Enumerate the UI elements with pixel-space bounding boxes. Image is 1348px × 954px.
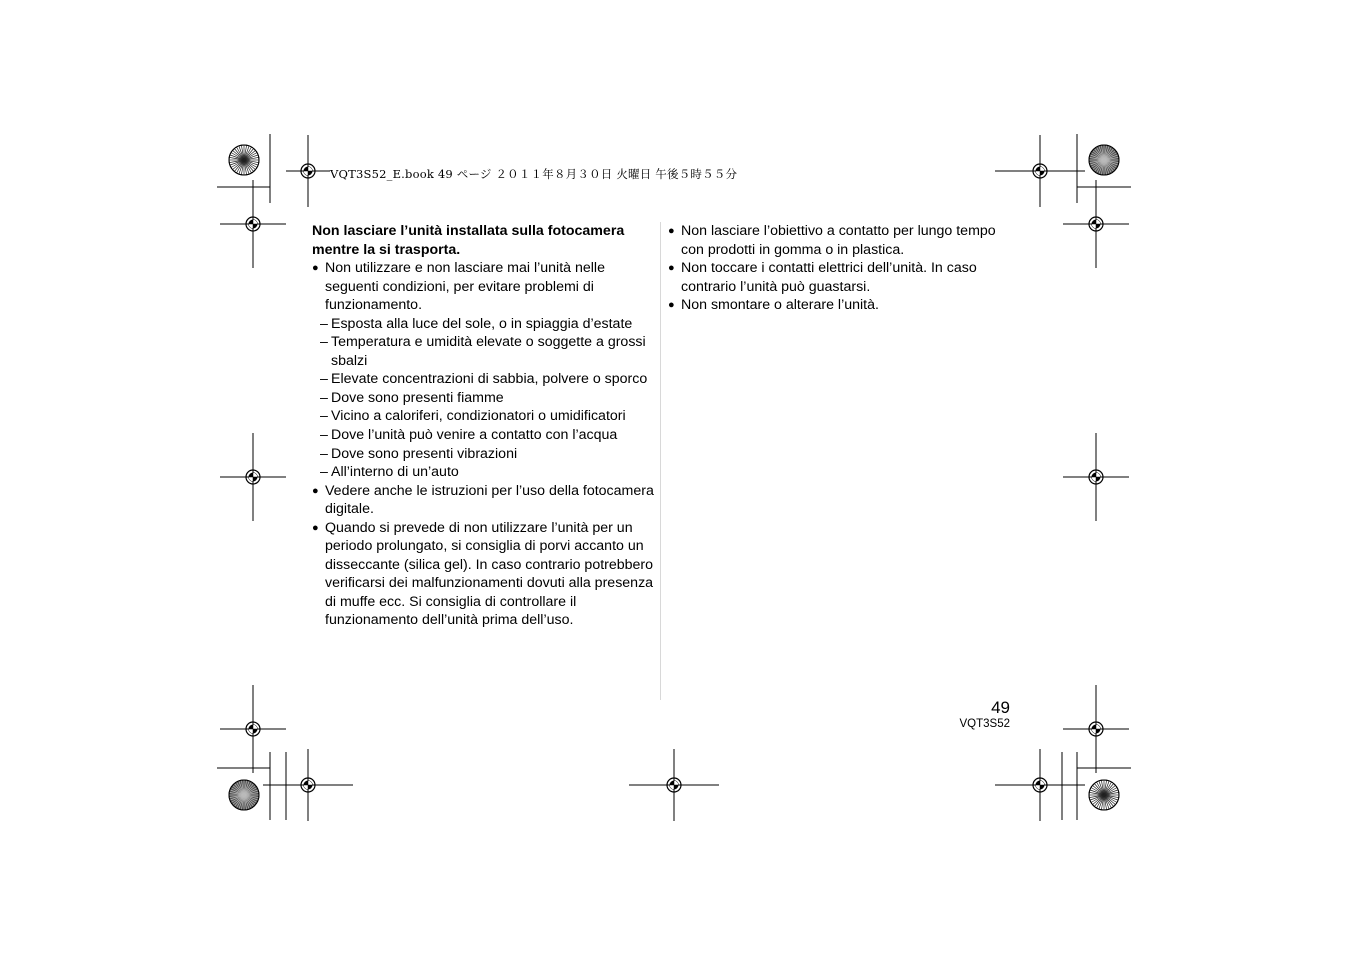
target-quadrant: [1096, 220, 1101, 225]
bullet-text: Vedere anche le istruzioni per l’uso della fotocamera digitale.: [325, 482, 654, 518]
target-quadrant: [253, 725, 258, 730]
bullet-icon: ●: [312, 521, 319, 534]
target-quadrant: [304, 781, 309, 786]
target-quadrant: [304, 167, 309, 172]
page-number: 49: [991, 698, 1010, 717]
left-column: [312, 222, 657, 630]
target-quadrant: [1092, 725, 1097, 730]
target-quadrant: [304, 785, 309, 790]
bullet-item: [668, 296, 1013, 315]
target-quadrant: [308, 785, 313, 790]
right-column: [668, 222, 1013, 315]
bullet-item: [312, 519, 657, 630]
book-header-info: VQT3S52_E.book 49 ページ ２０１１年８月３０日 火曜日 午後５時５５分: [330, 167, 738, 181]
condition-text: Dove sono presenti fiamme: [331, 389, 504, 406]
target-quadrant: [249, 220, 254, 225]
bullet-icon: ●: [668, 299, 675, 312]
target-quadrant: [249, 224, 254, 229]
condition-text: All’interno di un’auto: [331, 464, 459, 481]
bullet-text: Non smontare o alterare l’unità.: [681, 297, 879, 314]
dash-icon: –: [320, 334, 328, 351]
bullet-item: [668, 259, 1013, 296]
condition-text: Temperatura e umidità elevate o soggette a grossi sbalzi: [331, 334, 646, 369]
target-quadrant: [304, 171, 309, 176]
target-quadrant: [308, 171, 313, 176]
target-quadrant: [1092, 477, 1097, 482]
bullet-item: [668, 222, 1013, 259]
target-quadrant: [1040, 167, 1045, 172]
target-quadrant: [1092, 224, 1097, 229]
target-quadrant: [253, 220, 258, 225]
dash-icon: –: [320, 408, 328, 425]
target-quadrant: [1096, 725, 1101, 730]
target-quadrant: [308, 167, 313, 172]
target-quadrant: [1096, 224, 1101, 229]
bullet-text: Non toccare i contatti elettrici dell’unità. In caso contrario l’unità può guastarsi.: [681, 260, 977, 295]
condition-text: Elevate concentrazioni di sabbia, polvere o sporco: [331, 371, 648, 388]
condition-item: [312, 463, 657, 482]
condition-item: [312, 407, 657, 426]
bullet-item: [312, 259, 657, 315]
dash-icon: –: [320, 371, 328, 388]
bullet-item: [312, 482, 657, 519]
bullet-text: Quando si prevede di non utilizzare l’unità per un periodo prolungato, si consiglia di porvi accanto un disseccante (silica gel). In caso contrario potrebbero verificarsi dei malfunzionamenti dovuti alla presenza di muffe ecc. Si consiglia di controllare il funzionamento dell’unità prima dell’uso.: [325, 519, 654, 629]
bullet-icon: ●: [312, 262, 319, 275]
condition-item: [312, 370, 657, 389]
target-quadrant: [1036, 781, 1041, 786]
column-divider: [660, 222, 661, 700]
condition-item: [312, 445, 657, 464]
bullet-text: Non lasciare l’obiettivo a contatto per lungo tempo con prodotti in gomma o in plastica.: [681, 223, 996, 258]
model-code: VQT3S52: [959, 718, 1010, 730]
target-quadrant: [670, 785, 675, 790]
dash-icon: –: [320, 445, 328, 462]
condition-text: Vicino a caloriferi, condizionatori o umidificatori: [331, 408, 626, 425]
target-quadrant: [1096, 473, 1101, 478]
condition-text: Dove l’unità può venire a contatto con l’acqua: [331, 427, 618, 444]
target-quadrant: [1092, 729, 1097, 734]
bullet-icon: ●: [668, 225, 675, 237]
target-quadrant: [249, 473, 254, 478]
section-heading: Non lasciare l’unità installata sulla fotocamera mentre la si trasporta.: [312, 223, 625, 258]
target-quadrant: [1036, 171, 1041, 176]
target-quadrant: [308, 781, 313, 786]
condition-text: Esposta alla luce del sole, o in spiaggia d’estate: [331, 315, 633, 332]
target-quadrant: [253, 224, 258, 229]
target-quadrant: [1092, 220, 1097, 225]
dash-icon: –: [320, 427, 328, 444]
target-quadrant: [253, 729, 258, 734]
target-quadrant: [249, 725, 254, 730]
dash-icon: –: [320, 315, 328, 332]
target-quadrant: [253, 473, 258, 478]
target-quadrant: [1092, 473, 1097, 478]
target-quadrant: [1040, 781, 1045, 786]
target-quadrant: [253, 477, 258, 482]
target-quadrant: [249, 477, 254, 482]
target-quadrant: [1036, 785, 1041, 790]
target-quadrant: [674, 781, 679, 786]
condition-text: Dove sono presenti vibrazioni: [331, 445, 518, 462]
bullet-icon: ●: [312, 484, 319, 497]
dash-icon: –: [320, 389, 328, 406]
target-quadrant: [1036, 167, 1041, 172]
target-quadrant: [1040, 171, 1045, 176]
target-quadrant: [674, 785, 679, 790]
condition-item: [312, 389, 657, 408]
target-quadrant: [1096, 477, 1101, 482]
condition-item: [312, 315, 657, 334]
target-quadrant: [670, 781, 675, 786]
target-quadrant: [1096, 729, 1101, 734]
condition-item: [312, 426, 657, 445]
target-quadrant: [249, 729, 254, 734]
condition-item: [312, 333, 657, 370]
dash-icon: –: [320, 464, 328, 481]
bullet-icon: ●: [668, 262, 675, 275]
target-quadrant: [1040, 785, 1045, 790]
bullet-text: Non utilizzare e non lasciare mai l’unità nelle seguenti condizioni, per evitare problemi di funzionamento.: [325, 260, 605, 314]
